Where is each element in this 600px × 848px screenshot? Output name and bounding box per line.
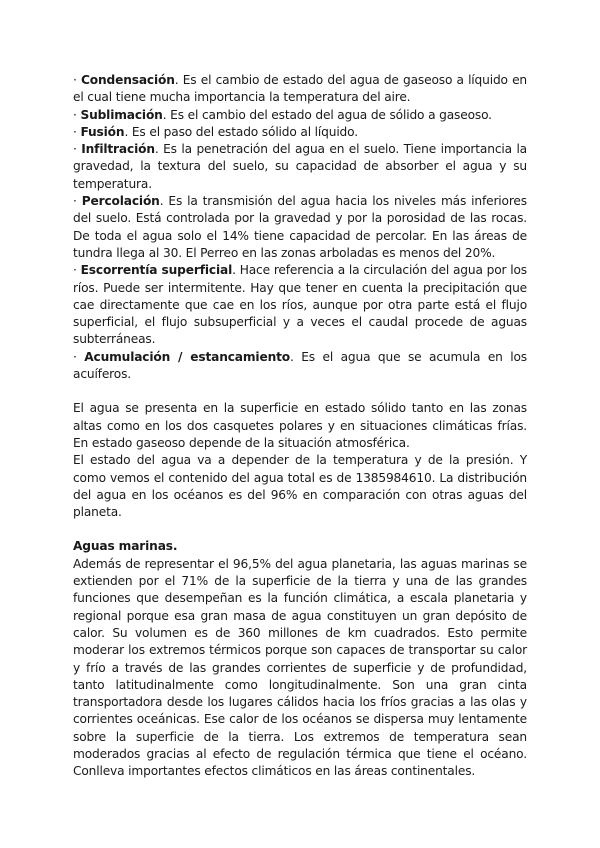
bullet: · — [73, 194, 82, 209]
spacer — [73, 521, 527, 538]
definition-item-percolacion — [73, 193, 527, 262]
bullet: · — [73, 142, 82, 157]
definition-text: . Es el agua que se acumula en los acuíferos. — [73, 349, 527, 382]
section-heading: Aguas marinas. — [73, 539, 178, 554]
definition-text: . Es el cambio de estado del agua de gaseoso a líquido en el cual tiene mucha importancia la temperatura del aire. — [73, 73, 527, 105]
definition-item-acumulacion — [73, 349, 527, 384]
definition-text: . Es el paso del estado sólido al líquido. — [124, 124, 358, 139]
definition-item-condensacion — [73, 72, 527, 107]
bullet: · — [73, 73, 81, 87]
term-infiltracion: Infiltración — [81, 142, 155, 157]
bullet: · — [73, 349, 85, 364]
bullet: · — [73, 107, 81, 122]
definition-text: . Es el cambio del estado del agua de sólido a gaseoso. — [162, 107, 492, 122]
definition-item-fusion — [73, 124, 527, 141]
definition-text: . Es la penetración del agua en el suelo. Tiene importancia la gravedad, la textura del suelo, su capacidad de absorber el agua y su temperatura. — [73, 142, 528, 191]
bullet: · — [73, 124, 81, 139]
paragraph-estado-agua: El estado del agua va a depender de la temperatura y de la presión. Y como vemos el contenido del agua total es de 1385984610. La distribución del agua en los océanos es del 96% en comparación con otras aguas del planeta. — [73, 453, 527, 520]
term-acumulacion: Acumulación / estancamiento — [84, 349, 290, 364]
bullet: · — [73, 263, 81, 278]
section-body: Además de representar el 96,5% del agua planetaria, las aguas marinas se extienden por el 71% de la superficie de la tierra y una de las grandes funciones que desempeñan es la función climática, a escala planetaria y regional porque esa gran masa de agua constituyen un gran depósito de calor. Su volumen es de 360 millones de km cuadrados. Esto permite moderar los extremos térmicos porque son capaces de transportar su calor y frío a través de las grandes corrientes de superficie y de profundidad, tanto latitudinalmente como longitudinalmente. Son una gran cinta transportadora desde los lugares cálidos hacia los fríos gracias a las olas y corrientes oceánicas. Ese calor de los océanos se dispersa muy lentamente sobre la superficie de la tierra. Los extremos de temperatura sean moderados gracias al efecto de regulación térmica que tiene el océano. Conlleva importantes efectos climáticos en las áreas continentales. — [73, 556, 527, 779]
definition-text: . Hace referencia a la circulación del agua por los ríos. Puede ser intermitente. Hay que tener en cuenta la precipitación que cae directamente que cae en los ríos, aunque por otra parte está el flujo superficial, el flujo subsuperficial y a veces el caudal procede de aguas subterráneas. — [73, 263, 527, 347]
term-fusion: Fusión — [80, 124, 125, 139]
term-escorrentia: Escorrentía superficial — [80, 263, 233, 278]
definition-text: . Es la transmisión del agua hacia los niveles más inferiores del suelo. Está controlada por la gravedad y por la porosidad de las rocas. De toda el agua solo el 14% tiene capacidad de percolar. En las áreas de tundra llega al 30. El Perreo en las zonas arboladas es menos del 20%. — [73, 194, 527, 260]
term-condensacion: Condensación — [80, 73, 175, 87]
term-sublimacion: Sublimación — [80, 107, 163, 122]
definition-item-infiltracion — [73, 141, 527, 193]
paragraph-estado-solido: El agua se presenta en la superficie en estado sólido tanto en las zonas altas como en los dos casquetes polares y en situaciones climáticas frías. En estado gaseoso depende de la situación atmosférica. — [73, 401, 527, 450]
definition-item-escorrentia — [73, 262, 527, 348]
spacer — [73, 383, 527, 400]
term-percolacion: Percolación — [81, 194, 160, 209]
document-page — [73, 72, 527, 781]
definition-item-sublimacion — [73, 107, 527, 124]
